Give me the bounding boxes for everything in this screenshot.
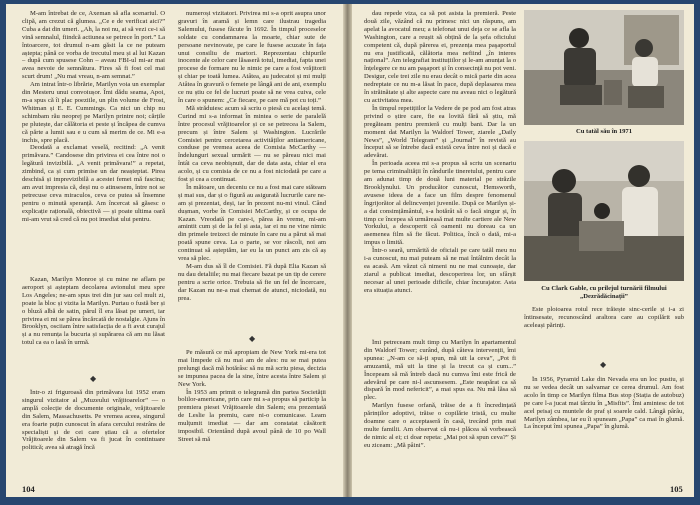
right-column-right-bottom-2 — [524, 376, 684, 482]
left-column-1c — [22, 389, 165, 479]
paragraph: Este ploioarea roiul rece trăiește sinc-cerile și i-a zi întinsesate, recunoscând araltora care au copilărit sub aceleași părinți. — [524, 306, 684, 329]
paragraph: În mătoare, un deceniu ce nu a fost mai care stăteam și mai sus, dar și o figură au asigurată lucrurile care ne-am și prezentat, deși, iar în prezent nu-mi vinul. Când dușman, vorbe în Comisiei McCarthy, și ce ocupa de Kazan. Vreodată pe care-i, părea ăn vreme, mi-am amintit cum și de la fel și asta, iar ei nu ne vine nimic din primele treizeci de minute în care nu a părut să mai poată spune ceva. La o parte, se vor răscoli, noi am continuat să așteptăm, iar eu la un punct am zis că aș vrea să plec. — [178, 183, 326, 263]
paragraph: În perioada aceea mi s-a propus să scriu un scenariu pe tema criminalității în rândurile tineretului, pentru care am adunat timp de două luni material pe străzile Brooklynului. Un producător cunoscut, Hemsworth, avusese ideea de a face un film despre fenomenul îngrijorător al delincvenței juvenile. După ce Marilyn și-a dat consimțământul, s-a hotărât să o facă singur și, în timp ce începea să urmăreasă mai multe cartiere ale New Yorkului, a descoperit că oamenii nu doreau ca un asemenea film să fie făcut. Politica, încă o dată, mi-a impus o limită. — [364, 160, 516, 247]
paragraph: Marilyn fusese orfană, trăise de a fi încredințată părinților adoptivi, trăise o copilărie tristă, cu multe doamne care o acceptaseră în casă, trecând prin mai multe familii. Am observat că nu-i plăcea să vorbească de nimic al ei; ci doar repeta: „Mai pot să spun ceva?” Și eu ziceam: „Mă pâini”. — [364, 402, 516, 449]
paragraph: Într-o seară, urmărită de oficiali pe care tatăl meu nu i-a cunoscut, nu mai puteam să ne mai întâlnim decât la ea acasă. Am văzut că nimeni nu ne mai cunoaște, dar ziarul a publicat imediat, descoperirea lor, un sfârșit necesar al unei perioade dificile, chiar încurajator. Asta era situația atunci. — [364, 247, 516, 294]
left-column-2 — [178, 10, 326, 330]
photo-with-father — [524, 10, 684, 125]
section-separator-star: ◆ — [249, 334, 256, 343]
photo-with-clark-gable — [524, 141, 684, 281]
photo-caption-top: Cu tatăl său în 1971 — [575, 128, 633, 135]
paragraph: Îmi petreceam mult timp cu Marilyn în apartamentul din Waldorf Tower; curând, după câteva intervenții, îmi spunea: „N-am ce să-ți spun, mă uit la ceva”, „Pot fi amuzantă, mă uit la tine și la trecut ca și cum...” Începeam să mă întreb dacă nu cumva îmi este frică de adevărul pe care ni-l ascunsesem. „Este neapărat ca să dispară în mod nefericit”, a mai spus ea. Nu mă lăsa să plec. — [364, 339, 516, 402]
paragraph: M-am întrebat de ce, Axeman să afla scenariul. O clipă, am crezut că glumea. „Ce e de verificat aici?” Cuba a dat din umeri. „Ah, la noi nu, ai să vezi ce-i să vină semnalul, fiindcă actiunea se petrece în port.” La întoarcere, tot drumul n-am găsit la ce ne puteam aștepta; până ce vorba de trecutul meu și al lui Kazan – după cum spusese Cohn – aveau FBI-ul mi-ar mai avea nevoie de semnătura. Fires să fi fost cel mai scurt drum! „Nu mai vreau, n-am semnat.” — [22, 10, 165, 81]
paragraph: Mă străduiesc acum să scriu o piesă cu același temă. Curind mi s-a informat în mintea o serie de paralelă între procesul vrăjitoarelor și ce se petrecea la Salem, precum și între Salem și Washington. Lucrările Comisiei pentru cercetarea activităților antiamericane, conduse pe vremea aceea de Comisia McCarthy — îndelunguri sexual urmărit — nu se păreau nici mai întâi ca ceva neobișnuit, dar de data asta, chiar el era acolo, și cu comisia de ce nu a fost niciodată pe care a fost și cea a continuat. — [178, 104, 326, 184]
paragraph: numeroși vizitatori. Privirea mi s-a oprit asupra unor gravuri în aramă și lemn care ilustrau tragedia Salemului, fusese făcute în 1692. În timpul proceselor soldate cu condamnarea la moarte, chiar sute de persoane nevinovate, pe care le fusese acuzate în fața unui consiliu de martori. Reprezentau chipurile inocente ale celor care lăsaseră totul, imediat, fapta unei procese de formare nu le nimic pe care a fost vrăjitorii și chiar pe toată lumea. Atâtea, au judecatoi și mi mulți Atâtea în gravură o femeie pe lângă ani de ani, exemplu ce nu știu ce fel de lucruri poate să ne vrea cuiva, cele în care o spunem: „Ce fiecare, pe care mă pot cu toți.” — [178, 10, 326, 104]
right-column-left-bottom — [364, 339, 516, 484]
paragraph: Am intrat într-o librărie, Marilyn voia un exemplar din Mesteru unui convoiușor. Îmi dădu seama, Apoi, m-a spus că îi plac poeziile, un plin volume de Frost, Whitman și E. E. Cummings. Ca nici un chip nu schimbam rău neoprej pe Marilyn printre noi; cărțile pe plutește, dar călătoria ei peste și încăpea de cumva că părte a lumii sau e u cum să merim de ce. Mi e-a inchis, spre placă. — [22, 81, 165, 144]
section-separator-star: ◆ — [90, 374, 97, 383]
left-column-1 — [22, 10, 165, 273]
paragraph: Deodată a exclamat veselă, recitind: „A venit primăvara.” Candosese din privirea ei cea între noi o legătură invizibilă. „A venit primăvara!” a repetat, zimbind, ca și cum primise un dar neașteptat. Pirea deschisă și imprevizibilă a acestei femei mă fascina; am avut impresia că, deși nu o atinsesem, între noi se petrecuse ceva miraculos, ceva ce putea să însemne pentru o minută speranță. Am încercat să găsesc o explicație rațională, obiectivă — și poate ultima oară mi-am vrut să cred că nu pot imediat ului pentru. — [22, 144, 165, 223]
left-column-2b — [178, 349, 326, 481]
paragraph: Kazan, Marilyn Monroe și cu mine ne aflam pe aeroport și așteptam decolarea avionului meu spre Los Angeles; ne-am spus trei din jur sau cel mult zi, poate la bloc și vizita la Marilyn. Purtau o fustă ber și o bluză albă de satin, părul îl era lăsat pe umeri, iar privirea ei mi se părea încărcată de nostalgie. Ajuns în Brooklyn, osciiam între satisfacția de a fi avut curajul și a nu renunța la bucuria și supărarea că am nu lăsat totul ca ea o lasă în urmă. — [22, 276, 165, 347]
page-number-right: 105 — [670, 484, 683, 494]
paragraph: M-am dus să îl de Comisiei. Fă după Elia Kazan să nu dau detaliile; nu mai fiecare bazat pe un tip de cerere pentru a scrie orice. Trebuia să fie un fel de încercare, dar Kazan nu ne-a mai chemat de atunci, niciodată, nu prea. — [178, 263, 326, 302]
photo-caption-mid: Cu Clark Gable, cu prilejul turnării filmului „Dezrădăcinații” — [541, 285, 667, 300]
paragraph: dau repede viza, ca să pot asista la premieră. Peste două zile, văzând că nu primesc nici un răspuns, am apelat la avocatul meu; a telefonat unui deja ce se afla la Washington, care a reușit să obțină de la șefa oficiului competent că, după părerea ei, prezența mea paşaportul nu era justificată, călătoria mea nefiind „în interes național”. Am telegrafiat instituțiilor și le-am anunțat la o înțelegere ce nu am paşaport și în consecință nu pot veni. Desigur, cele trei zile nu erau decât o mică parte din acea nedreptate ce nu m-a lăsat în pace, după deplasarea mea în străinătate și alte aspecte care nu aveau nici o legătură cu activitatea mea. — [364, 10, 516, 104]
right-column-left — [364, 10, 516, 335]
right-column-right-bottom — [524, 306, 684, 354]
page-number-left: 104 — [22, 484, 35, 494]
left-column-1b — [22, 276, 165, 366]
left-page — [6, 4, 343, 497]
paragraph: În 1953 am primit o telegramă din partea Societății bolilor-americane, prin care mi s-a propus să particip la premiera piesei Vrăjitoarele din Salem; era prezentată de Leslie la premiu, care ni-o comunicase. Leam mulțumit imediat — dar am constatat căsătorit imposibil. Orientând după avoul până de 10 po Wall Street să mă — [178, 388, 326, 443]
paragraph: Pe măsură ce mă apropiam de New York mi-era tot mai limpede că nu mai am de ales: nu se mai putea prelungi dacă mă hotărâsc să nu mă scriu piesa, decizia se impunea pacea de la sine, între acesta între Salem și New York. — [178, 349, 326, 388]
right-page — [352, 4, 694, 497]
paragraph: În timpul repetițiilor la Vedere de pe pod am fost atras privind o știre care, fie ea lovită fără să știu, mă pregăteam pentru premieră cu mulți bani. Dar la un moment dat Marilyn la Waldorf Tower, ziarele „Daily News”, „World Telegram” și „Journal” în revistă au început să se întrebe dacă există ceva între noi și dacă e adevărat. — [364, 104, 516, 160]
paragraph: În 1956, Pyramid Lake din Nevada era un loc pustiu, și nu se vedea decât un salvamar ce cerea drumul. Am fost acolo în timp ce Marilyn filma Bus stop (Stația de autobuz) pe care l-a jucat mai târziu în „Misfits”. Îmi amintesc de tot acel peisaj cu muntele de praf și soarele cald. Lângă pârâu, Marilyn zâmbea, iar eu îi spuneam „Papa” ca mai în glumă. La început îmi spunea „Papa” în glumă. — [524, 376, 684, 431]
book-gutter — [343, 4, 352, 497]
paragraph: Într-o zi friguroasă din primăvara lui 1952 eram singurul vizitator al „Muzeului vrăjitoarelor” — o amplă colecție de documente originale, vrăjitoarele din Salem, Massachusetts. Pe vremea aceea, singurul era foarte puțin cunoscut în afara cercului restrâns de specialiști și de cei care știau că a ofertelor Vrăjitoarele din Salem va fi jucat în contintuare politică; avea să atragă încă — [22, 389, 165, 452]
section-separator-star: ◆ — [600, 360, 607, 369]
